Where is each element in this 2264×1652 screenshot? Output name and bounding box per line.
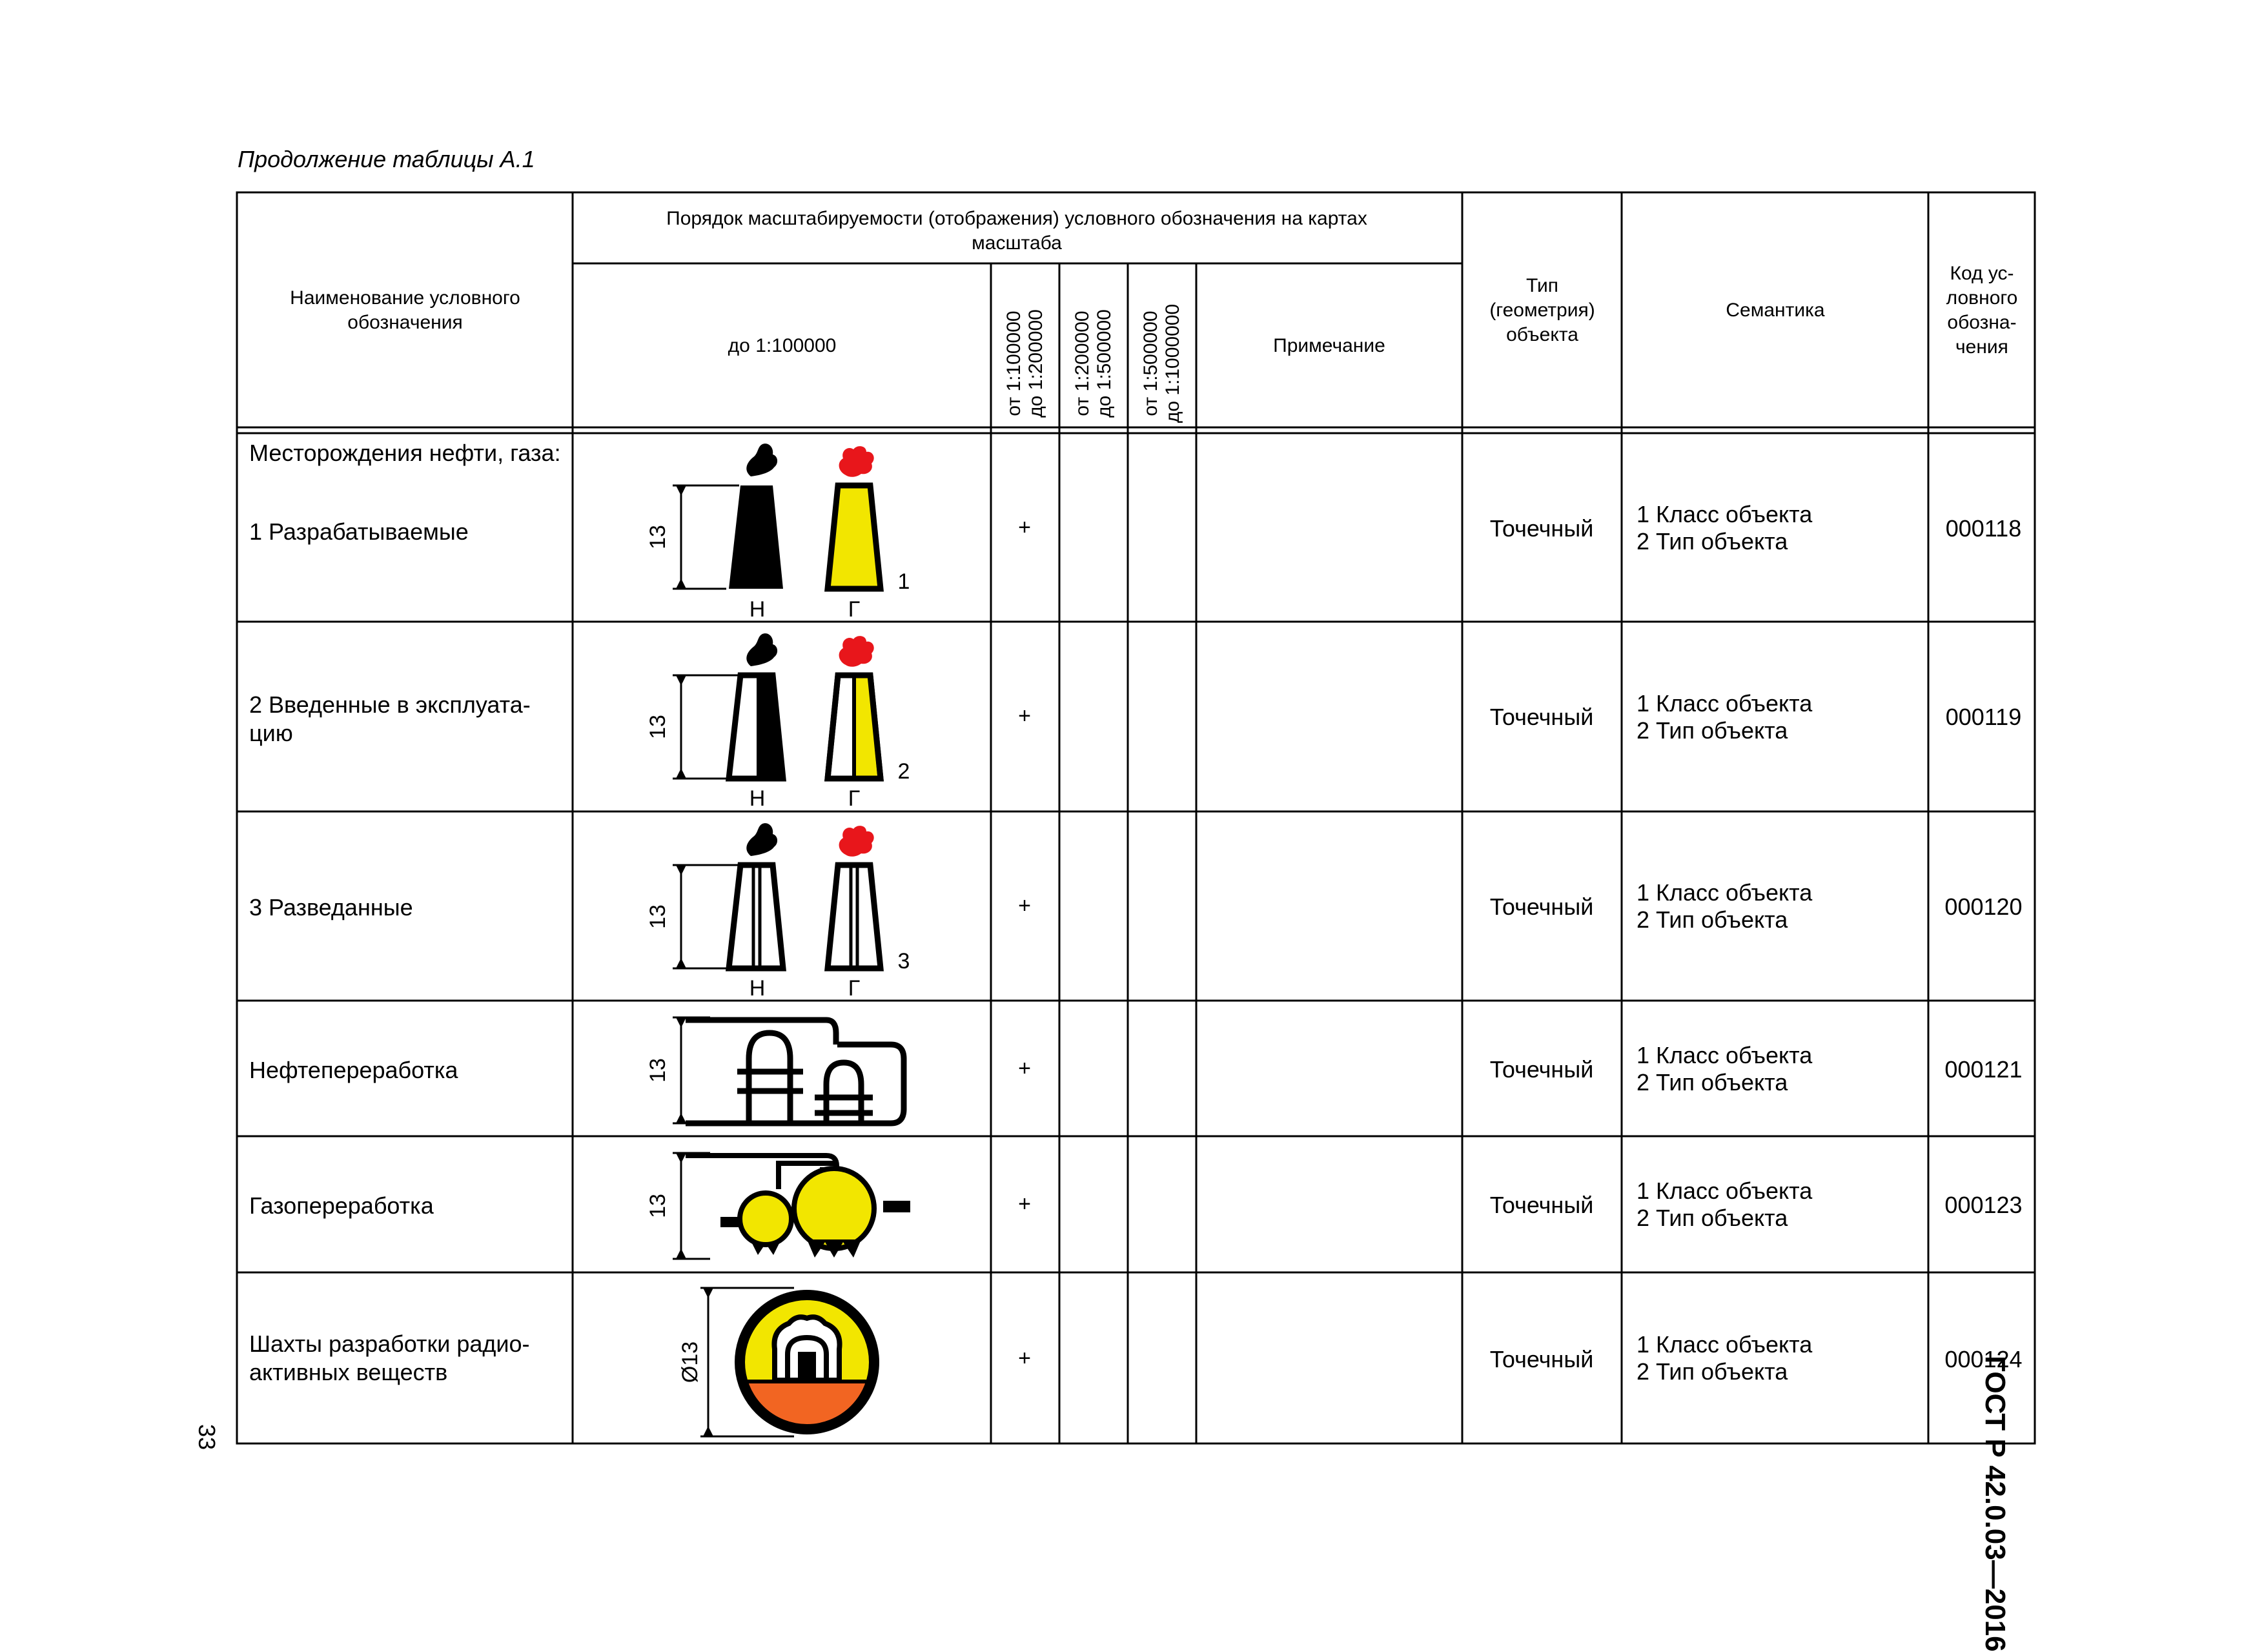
row-3-semantics-line1: 1 Класс объекта	[1637, 879, 1813, 906]
row-5-code: 000123	[1944, 1192, 2023, 1218]
row-2-semantics-line1: 1 Класс объекта	[1637, 690, 1813, 717]
standard-id: ГОСТ Р 42.0.03—2016	[1979, 1356, 2011, 1652]
oil-smoke-icon	[746, 633, 777, 666]
label-oil: Н	[749, 786, 766, 811]
symbol-explored-deposits	[646, 823, 910, 1001]
header-scale-4-line1: от 1:500000	[1140, 311, 1161, 416]
label-gas: Г	[848, 786, 861, 811]
label-num-1: 1	[897, 569, 910, 594]
label-oil: Н	[749, 976, 766, 1001]
row-2-geometry: Точечный	[1489, 704, 1594, 730]
oil-smoke-icon	[746, 823, 777, 856]
row-4-semantics-line2: 2 Тип объекта	[1637, 1069, 1788, 1096]
radioactive-mine-icon	[678, 1288, 884, 1440]
dimension-13-icon	[673, 485, 739, 589]
row-1-semantics-line1: 1 Класс объекта	[1637, 501, 1813, 527]
row-3-geometry: Точечный	[1489, 893, 1594, 920]
header-code-line3: обозна-	[1947, 312, 2017, 333]
gas-flame-icon	[839, 446, 874, 477]
row-5-geometry: Точечный	[1489, 1192, 1594, 1218]
row-6-geometry: Точечный	[1489, 1346, 1594, 1372]
row-1-code: 000118	[1945, 515, 2022, 542]
row-5-mark: +	[1018, 1192, 1031, 1216]
label-oil: Н	[749, 597, 766, 622]
header-scale-2-line2: до 1:200000	[1025, 309, 1046, 418]
row-5-semantics-line1: 1 Класс объекта	[1637, 1178, 1813, 1204]
header-note-col: Примечание	[1273, 335, 1385, 356]
row-4-mark: +	[1018, 1056, 1031, 1081]
row-6-mark: +	[1018, 1346, 1031, 1371]
row-5-name: Газопереработка	[249, 1192, 434, 1219]
dimension-13-label: 13	[646, 904, 670, 929]
header-type-col: Тип (геометрия) объекта	[1489, 275, 1595, 345]
gas-flame-icon	[839, 826, 874, 857]
header-scale-2-line1: от 1:100000	[1003, 311, 1025, 416]
label-num-2: 2	[897, 759, 910, 784]
row-5-semantics-line2: 2 Тип объекта	[1637, 1205, 1788, 1231]
header-code-line1: Код ус-	[1950, 263, 2014, 284]
header-scale-1: до 1:100000	[728, 335, 837, 356]
row-3-name: 3 Разведанные	[249, 894, 413, 921]
gas-flame-icon	[839, 636, 874, 667]
header-scale-group: Порядок масштабируемости (отображения) условного обозначения на картах масштаба	[666, 208, 1367, 254]
row-2-semantics-line2: 2 Тип объекта	[1637, 717, 1788, 744]
oil-refinery-icon	[646, 1017, 904, 1123]
row-4-name: Нефтепереработка	[249, 1057, 458, 1083]
row-4-code: 000121	[1944, 1056, 2023, 1083]
row-1-semantics-line2: 2 Тип объекта	[1637, 528, 1788, 555]
row-2-name-line1: 2 Введенные в эксплуата-	[249, 691, 531, 718]
row-3-code: 000120	[1944, 893, 2023, 920]
symbol-commissioned-deposits	[646, 633, 910, 811]
oil-smoke-icon	[746, 444, 777, 476]
header-code-line2: ловного	[1946, 287, 2018, 309]
row-2-mark: +	[1018, 704, 1031, 728]
header-scale-3-line1: от 1:200000	[1072, 311, 1093, 416]
dimension-13-label: 13	[646, 1058, 670, 1083]
header-name-col: Наименование условного обозначения	[290, 287, 520, 333]
row-6-name-line1: Шахты разработки радио-	[249, 1331, 530, 1357]
row-6-semantics-line1: 1 Класс объекта	[1637, 1331, 1813, 1358]
row-3-semantics-line2: 2 Тип объекта	[1637, 906, 1788, 933]
header-scale-4-line2: до 1:1000000	[1162, 303, 1183, 423]
gas-derrick-icon	[828, 485, 881, 589]
row-4-geometry: Точечный	[1489, 1056, 1594, 1083]
label-num-3: 3	[897, 949, 910, 974]
dimension-13-label: 13	[646, 715, 670, 739]
row-1-name-line1: Месторождения нефти, газа:	[249, 440, 561, 466]
dimension-13-label: 13	[646, 1194, 670, 1218]
header-code-line4: чения	[1955, 336, 2008, 358]
label-gas: Г	[848, 976, 861, 1001]
table-caption: Продолжение таблицы А.1	[238, 146, 535, 172]
row-1-name-line2: 1 Разрабатываемые	[249, 518, 469, 545]
row-3-mark: +	[1018, 893, 1031, 918]
row-1-geometry: Точечный	[1489, 515, 1594, 542]
row-6-semantics-line2: 2 Тип объекта	[1637, 1358, 1788, 1385]
dimension-13-label: 13	[646, 525, 670, 549]
gas-processing-icon	[646, 1153, 910, 1259]
row-1-mark: +	[1018, 515, 1031, 540]
dimension-d13-label: Ø13	[678, 1341, 702, 1383]
label-gas: Г	[848, 597, 861, 622]
oil-derrick-outline-icon	[729, 865, 783, 968]
row-6-name-line2: активных веществ	[249, 1359, 448, 1385]
row-2-code: 000119	[1945, 704, 2022, 730]
row-2-name-line2: цию	[249, 720, 293, 746]
row-6-code: 000124	[1944, 1346, 2023, 1372]
page-number: 33	[194, 1423, 221, 1451]
row-4-semantics-line1: 1 Класс объекта	[1637, 1042, 1813, 1068]
oil-derrick-icon	[729, 485, 783, 589]
symbol-developed-deposits	[646, 444, 910, 622]
gas-derrick-outline-icon	[828, 865, 881, 968]
header-semantics-col: Семантика	[1726, 300, 1825, 321]
header-scale-3-line2: до 1:500000	[1094, 309, 1115, 418]
